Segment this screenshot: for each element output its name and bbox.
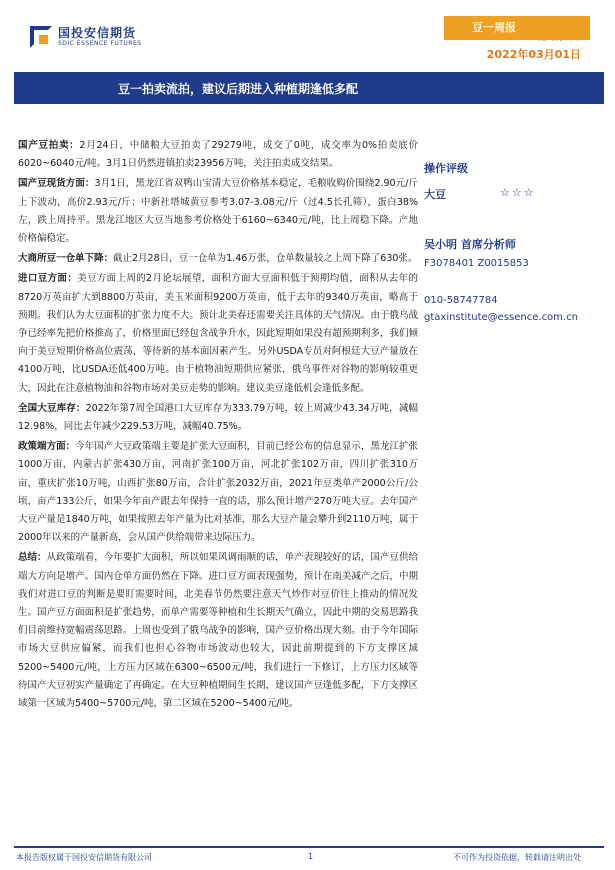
logo-name-cn: 国投安信期货	[58, 26, 137, 40]
paragraph-policy: 政策端方面：今年国产大豆政策端主要是扩张大豆面积，目前已经公布的信息显示，黑龙江扩张1000万亩，内蒙古扩张430万亩，河南扩张100万亩，河北扩张102万亩，四川扩张310万亩，重庆扩张10万吨，山西扩张80万亩，合计扩张2032万亩，2021年豆类单产2000公斤/公顷，亩产133公斤，如果今年亩产跟去年保持一直的话，那么预计增产270万吨大豆。去年国产大豆产量是1840万吨，如果按照去年产量为比对基准，那么大豆产量会攀升到2110万吨，属于2000年以来的产量新高，会从国产供给端带来边际压力。	[18, 441, 418, 544]
title-banner	[14, 72, 604, 104]
analyst-name: 吴小明 首席分析师	[424, 238, 516, 251]
rating-row	[424, 186, 614, 202]
company-logo	[30, 26, 142, 48]
logo-mark-icon	[30, 26, 52, 48]
logo-name-en: SDIC ESSENCE FUTURES	[58, 40, 142, 47]
report-date: 2022年03月01日	[486, 48, 581, 61]
footer-copyright: 本报告版权属于国投安信期货有限公司	[16, 853, 152, 862]
page-number: 1	[308, 852, 314, 861]
paragraph-spot: 国产豆现货方面：3月1日，黑龙江省双鸭山宝清大豆价格基本稳定，毛粮收购价围绕2.90元/斤上下波动，高价2.93元/斤；中新社塔城黄豆参考3.07-3.08元/斤（过4.5长孔筛），蛋白38%左，跌上周持平。黑龙江地区大豆当地参考价格处于6160~6340元/吨，比上周稳下降。产地价格偏稳定。	[18, 178, 418, 245]
footer-disclaimer: 不可作为投资依据，转载请注明出处	[453, 853, 581, 862]
paragraph-auction: 国产豆拍卖：2月24日，中储粮大豆拍卖了29279吨，成交了0吨，成交率为0%拍卖底价6020~6040元/吨。3月1日仍然进镇拍卖23956万吨，关注拍卖成交结果。	[18, 140, 418, 170]
report-title: 豆一拍卖流拍，建议后期进入种植期逢低多配	[118, 82, 359, 96]
footer-divider	[14, 846, 604, 848]
analyst-id: F3078401 Z0015853	[424, 258, 529, 269]
rating-item: 大豆	[424, 188, 446, 201]
contact-phone: 010-58747784	[424, 295, 498, 306]
paragraph-import: 进口豆方面：美豆方面上周的2月论坛展望，面积方面大豆面积低于预期均值，面积从去年的8720万英亩扩大到8800万英亩，美玉米面积9200万英亩，低于去年的9340万英亩，略高于预期。我们认为大豆面积的扩张力度不大。预计北美春还需要关注具体的天气情况。由于俄乌战争已经率先把价格推高了，价格里面已经包含战争升水，因此短期如果没有超预期利多，我们倾向于美豆短期价格高位震荡，等待新的基本面因素产生。另外USDA专员对阿根廷大豆产量放在4100万吨，比USDA还低400万吨。由于植物油短期供应紧张，俄乌事件对谷物的影响较重更大，因此在注意植物油和谷物市场对美豆走势的影响。建议美豆逢低机会逢低多配。	[18, 273, 418, 394]
paragraph-inventory: 全国大豆库存：2022年第7周全国港口大豆库存为333.79万吨，较上周减少43.34万吨，减幅12.98%，同比去年减少229.53万吨，减幅40.75%。	[18, 402, 418, 433]
contact-email[interactable]: gtaxinstitute@essence.com.cn	[424, 312, 578, 323]
report-tag: 豆一周报	[444, 16, 590, 40]
paragraph-summary: 总结：从政策端看，今年要扩大面积，所以如果风调雨顺的话，单产表现较好的话，国产豆供给端大方向是增产。国内仓单方面仍然在下降。进口豆方面表现强势，预计在南美减产之后，中期我们对进口豆的判断是要盯需要时间，北美春节仍然要注意天气炒作对豆价往上推动的情况发生。国产豆方面面积是扩张趋势，而单产需要等种植和生长期天气确立，因此中期的交易思路我们目前维持宽幅震荡思路。上周也受到了俄乌战争的影响，国产豆价格出现大刻。由于今年国际市场大豆供应偏紧，而我们也担心谷物市场波动也较大，因此前期提到的下方支撑区域5200~5400元/吨，上方压力区域在6300~6500元/吨，我们进行一下修订，上方压力区域等待国产大豆初实产量确定了再确定。在大豆种植期间生长期，建议国产豆逢低多配，下方支撑区域第一区域为5400~5700元/吨，第二区域在5200~5400元/吨。	[18, 552, 418, 710]
rating-stars-icon: ☆☆☆	[500, 186, 536, 199]
main-body	[18, 137, 418, 715]
sidebar	[424, 160, 614, 323]
rating-title: 操作评级	[424, 162, 468, 175]
paragraph-warehouse: 大商所豆一仓单下降：截止2月28日，豆一仓单为1.46万张，仓单数量较之上周下降了630张。	[18, 253, 418, 265]
